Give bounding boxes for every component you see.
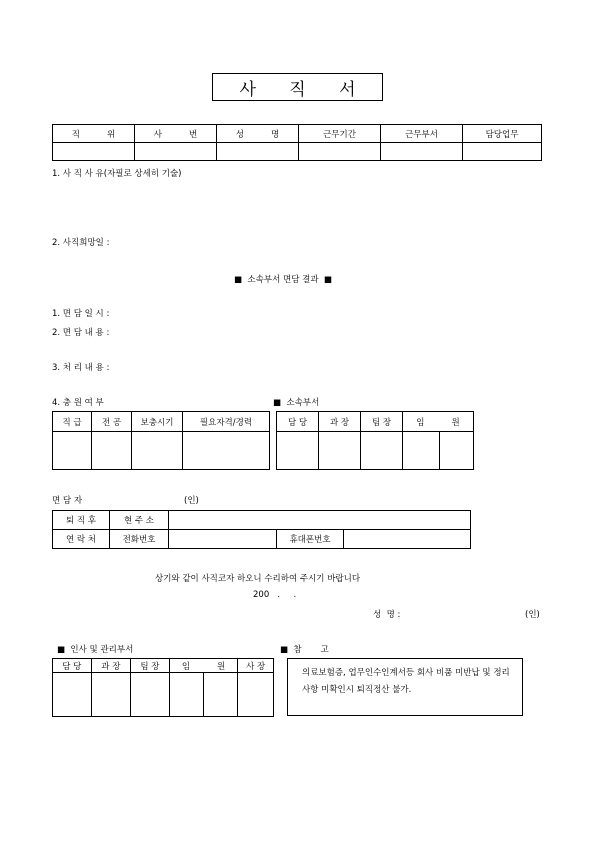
- replacement-table: [52, 411, 270, 470]
- employee-number-cell[interactable]: [135, 143, 217, 161]
- column-manager: 담 당: [277, 412, 319, 432]
- address-cell[interactable]: [169, 511, 471, 530]
- hr-ceo-sign-cell[interactable]: [238, 673, 274, 717]
- signature-seal: (인): [525, 610, 540, 620]
- column-replacement-time: 보충시기: [132, 412, 183, 432]
- interviewer-label: 면 담 자: [52, 496, 83, 506]
- hr-executive-sign-cell-1[interactable]: [169, 673, 203, 717]
- executive-sign-cell-1[interactable]: [403, 432, 440, 470]
- column-position: 직 위: [53, 125, 135, 143]
- interview-date-label: 1. 면 담 일 시 :: [52, 309, 110, 319]
- processing-content-label: 3. 처 리 내 용 :: [52, 363, 110, 373]
- interview-heading: ■ 소속부서 면담 결과 ■: [234, 275, 332, 285]
- department-approval-table: [276, 411, 474, 470]
- hr-team-leader-sign-cell[interactable]: [131, 673, 170, 717]
- resignation-statement: 상기와 같이 사직코자 하오니 수리하여 주시기 바랍니다: [155, 574, 361, 584]
- hr-manager-sign-cell[interactable]: [53, 673, 92, 717]
- hr-approval-table: [52, 658, 274, 717]
- column-team-leader: 팀 장: [361, 412, 403, 432]
- document-title: 사 직 서: [212, 73, 383, 101]
- column-executive: 임 원: [403, 412, 474, 432]
- note-section-label: ■ 참 고: [280, 645, 329, 655]
- hr-column-ceo: 사 장: [238, 659, 274, 673]
- mobile-label: 휴대폰번호: [277, 530, 344, 549]
- contact-row-header-2: 연 락 처: [53, 530, 110, 549]
- desired-date-label: 2. 사직희망일 :: [52, 238, 110, 248]
- column-grade: 직 급: [53, 412, 92, 432]
- column-duty: 담당업무: [463, 125, 542, 143]
- mobile-cell[interactable]: [344, 530, 471, 549]
- column-department: 근무부서: [381, 125, 463, 143]
- grade-cell[interactable]: [53, 432, 92, 470]
- replacement-label: 4. 충 원 여 부: [52, 398, 104, 408]
- phone-label: 전화번호: [110, 530, 169, 549]
- position-cell[interactable]: [53, 143, 135, 161]
- phone-cell[interactable]: [169, 530, 277, 549]
- team-leader-sign-cell[interactable]: [361, 432, 403, 470]
- column-employee-number: 사 번: [135, 125, 217, 143]
- section-chief-sign-cell[interactable]: [319, 432, 361, 470]
- resignation-reason-label: 1. 사 직 사 유(자필로 상세히 기술): [52, 169, 182, 179]
- hr-column-section-chief: 과 장: [91, 659, 131, 673]
- replacement-time-cell[interactable]: [132, 432, 183, 470]
- address-label: 현 주 소: [110, 511, 169, 530]
- hr-section-label: ■ 인사 및 관리부서: [57, 645, 134, 655]
- name-cell[interactable]: [217, 143, 299, 161]
- hr-column-team-leader: 팀 장: [131, 659, 170, 673]
- contact-table: [52, 510, 471, 549]
- period-cell[interactable]: [299, 143, 381, 161]
- signature-label: 성 명 :: [373, 610, 401, 620]
- note-text: 의료보험증, 업무인수인계서등 회사 비품 미반납 및 정리사항 미확인시 퇴직정산 불가.: [302, 668, 510, 695]
- date-line: 200 . .: [253, 590, 297, 600]
- major-cell[interactable]: [92, 432, 132, 470]
- interview-content-label: 2. 면 담 내 용 :: [52, 328, 110, 338]
- hr-section-chief-sign-cell[interactable]: [91, 673, 131, 717]
- hr-executive-sign-cell-2[interactable]: [203, 673, 238, 717]
- department-cell[interactable]: [381, 143, 463, 161]
- department-label: ■ 소속부서: [273, 398, 320, 408]
- column-required-qualification: 필요자격/경력: [183, 412, 270, 432]
- employee-info-table: [52, 124, 542, 161]
- executive-sign-cell-2[interactable]: [440, 432, 474, 470]
- column-major: 전 공: [92, 412, 132, 432]
- duty-cell[interactable]: [463, 143, 542, 161]
- note-box: [287, 658, 523, 716]
- hr-column-executive: 임 원: [169, 659, 238, 673]
- manager-sign-cell[interactable]: [277, 432, 319, 470]
- column-period: 근무기간: [299, 125, 381, 143]
- hr-column-manager: 담 당: [53, 659, 92, 673]
- contact-row-header-1: 퇴 직 후: [53, 511, 110, 530]
- interviewer-seal: (인): [184, 496, 199, 506]
- column-name: 성 명: [217, 125, 299, 143]
- qualification-cell[interactable]: [183, 432, 270, 470]
- column-section-chief: 과 장: [319, 412, 361, 432]
